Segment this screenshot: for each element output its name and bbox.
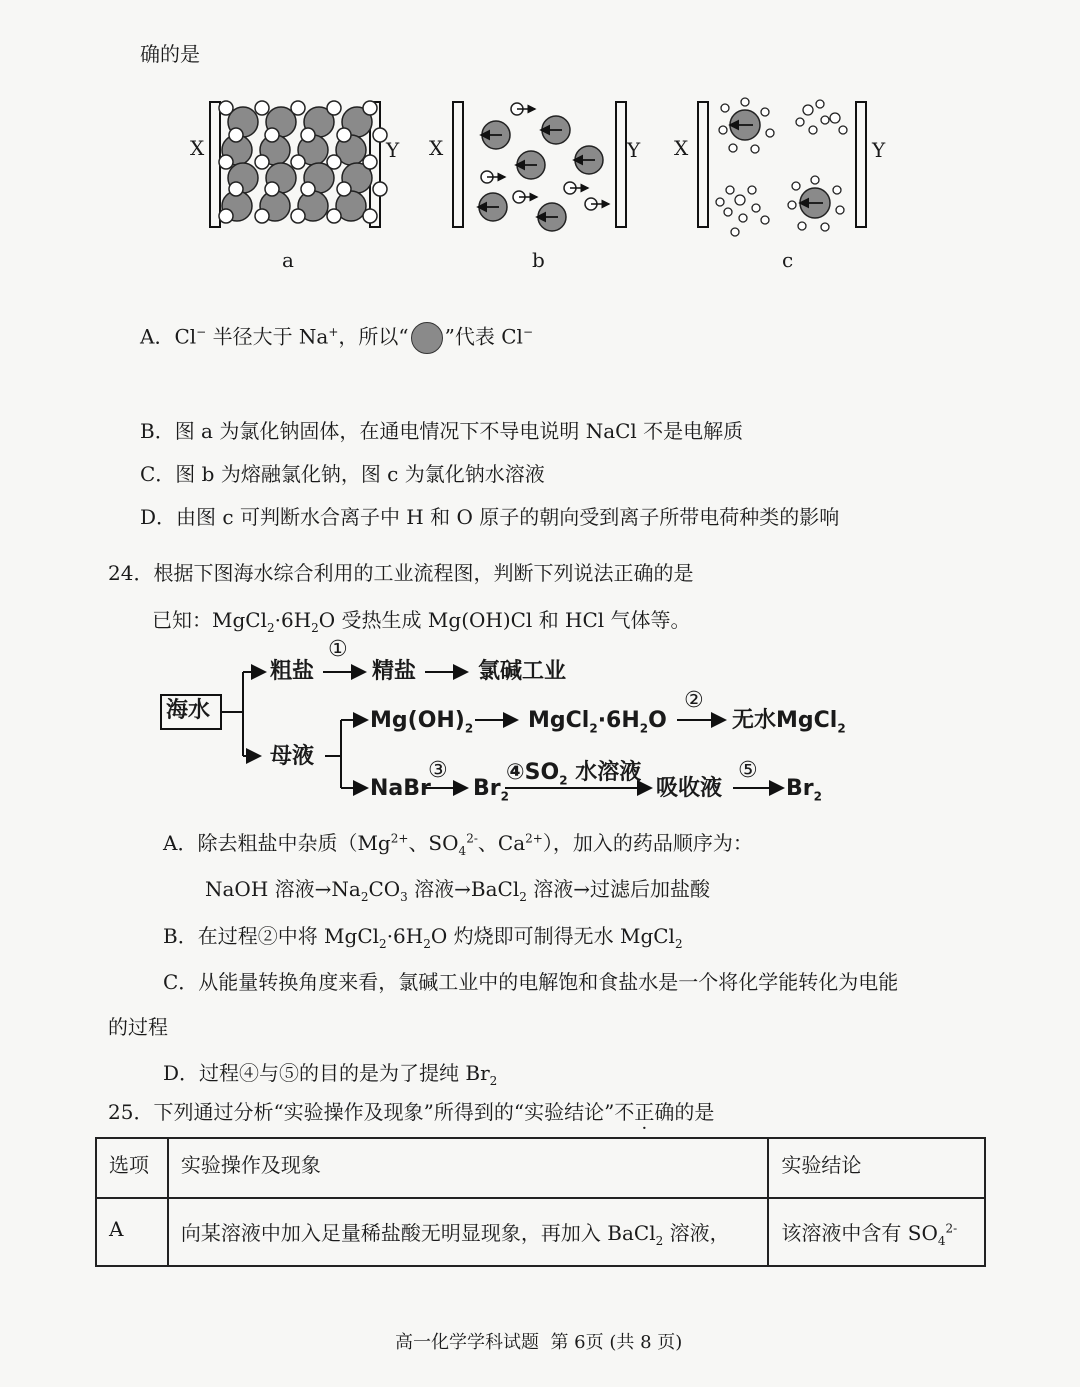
panel-b [453,102,626,231]
sodium-ion [327,101,341,115]
row-a-operation: 向某溶液中加入足量稀盐酸无明显现象，再加入 BaCl$_2$ 溶液， [168,1198,768,1266]
q23-option-b: B．图 a 为氯化钠固体，在通电情况下不导电说明 NaCl 不是电解质 [140,419,744,443]
q24-option-d: D．过程④与⑤的目的是为了提纯 $Br_2$ [163,1061,498,1088]
flow-chlor-alkali: 氯碱工业 [478,659,567,684]
flow-nabr: NaBr [370,776,431,801]
flow-refined-salt: 精盐 [372,659,417,684]
q24-option-a-line2: NaOH 溶液$\to Na_2CO_3$ 溶液→BaCl$_2$ 溶液→过滤后加盐酸 [205,877,710,904]
sodium-ion [291,101,305,115]
sodium-ion [219,101,233,115]
electrode-x-label-b: X [429,136,444,160]
electrode-x-label-a: X [190,136,205,160]
flow-step-3: ③ [428,758,448,783]
sodium-ion [291,209,305,223]
page-footer: 高一化学学科试题 第 6页 (共 8 页) [395,1332,683,1353]
sodium-ion [363,209,377,223]
flow-crude-salt: 粗盐 [270,659,315,684]
sodium-ion [301,182,315,196]
caption-b: b [532,248,545,272]
sodium-ion [373,182,387,196]
caption-a: a [282,248,294,272]
sodium-ion [363,155,377,169]
sodium-ion [327,209,341,223]
flow-step-1: ① [328,637,348,662]
q23-option-d: D．由图 c 可判断水合离子中 H 和 O 原子的朝向受到离子所带电荷种类的影响 [140,505,840,529]
flow-br2-final: $Br_2$ [786,776,822,804]
flow-mgcl2-hydrate: $MgCl_2\cdot 6H_2O$ [528,708,667,736]
sodium-ion [301,128,315,142]
flow-mgoh2: $Mg(OH)_2$ [370,708,474,736]
sodium-ion [255,209,269,223]
flow-anhydrous-mgcl2: 无水MgCl$_2$ [732,708,846,736]
sodium-ion [255,101,269,115]
sodium-ion [219,209,233,223]
table-row [96,1198,985,1266]
flow-step-4: $④SO_2$ 水溶液 [506,760,642,788]
header-conclusion: 实验结论 [768,1138,985,1198]
sodium-ion [229,182,243,196]
sodium-ion [291,155,305,169]
sodium-ion [265,128,279,142]
header-operation: 实验操作及现象 [168,1138,768,1198]
q24-option-c-line1: C．从能量转换角度来看，氯碱工业中的电解饱和食盐水是一个将化学能转化为电能 [163,970,899,994]
sodium-ion [337,128,351,142]
electrode-y-label-a: Y [386,138,400,162]
electrode-x-label-c: X [674,136,689,160]
q25-stem: 25．下列通过分析“实验操作及现象”所得到的“实验结论”不正确的是 [108,1100,715,1124]
sodium-ion [363,101,377,115]
flow-absorb-liquid: 吸收液 [656,776,723,801]
sodium-ion [219,155,233,169]
flow-step-5: ⑤ [738,758,758,783]
large-ion-symbol [411,322,443,354]
continued-question-text: 确的是 [140,42,200,66]
flow-br2: $Br_2$ [473,776,509,804]
header-option: 选项 [96,1138,168,1198]
sodium-ion [337,182,351,196]
electrode-y-label-c: Y [872,138,886,162]
sodium-ion [327,155,341,169]
row-a-conclusion: 该溶液中含有 $SO_4^{2-}$ [768,1198,985,1266]
sodium-ion [265,182,279,196]
emphasis-not-correct: 不正确 [614,1100,675,1124]
q24-option-b: B．在过程②中将 $MgCl_2\cdot 6H_2O$ 灼烧即可制得无水 MgCl$_2$ [163,924,683,951]
panel-c [698,98,866,236]
q24-option-c-line2: 的过程 [108,1015,168,1039]
q25-table [95,1137,986,1267]
sodium-ion [373,128,387,142]
caption-c: c [782,248,794,272]
electrode-y-label-b: Y [627,138,641,162]
row-a-option: A [96,1198,168,1266]
table-header-row [96,1138,985,1198]
panel-a [210,101,387,227]
q23-option-a: A．Cl− 半径大于 Na+，所以“ ”代表 Cl− [140,322,533,354]
flow-step-2: ② [684,688,704,713]
sodium-ion [255,155,269,169]
q24-option-a-line1: A．除去粗盐中杂质（$Mg^{2+}$、$SO_4^{2-}$、$Ca^{2+}$），加入的药品顺序为： [163,831,753,858]
flow-mother-liquor: 母液 [270,744,315,769]
flow-seawater: 海水 [166,698,211,723]
sodium-ion [229,128,243,142]
q24-stem: 24．根据下图海水综合利用的工业流程图，判断下列说法正确的是 [108,561,694,585]
q23-option-c: C．图 b 为熔融氯化钠，图 c 为氯化钠水溶液 [140,462,545,486]
q24-known-info: 已知：$MgCl_2\cdot 6H_2O$ 受热生成 Mg(OH)Cl 和 HCl 气体等。 [152,608,691,635]
